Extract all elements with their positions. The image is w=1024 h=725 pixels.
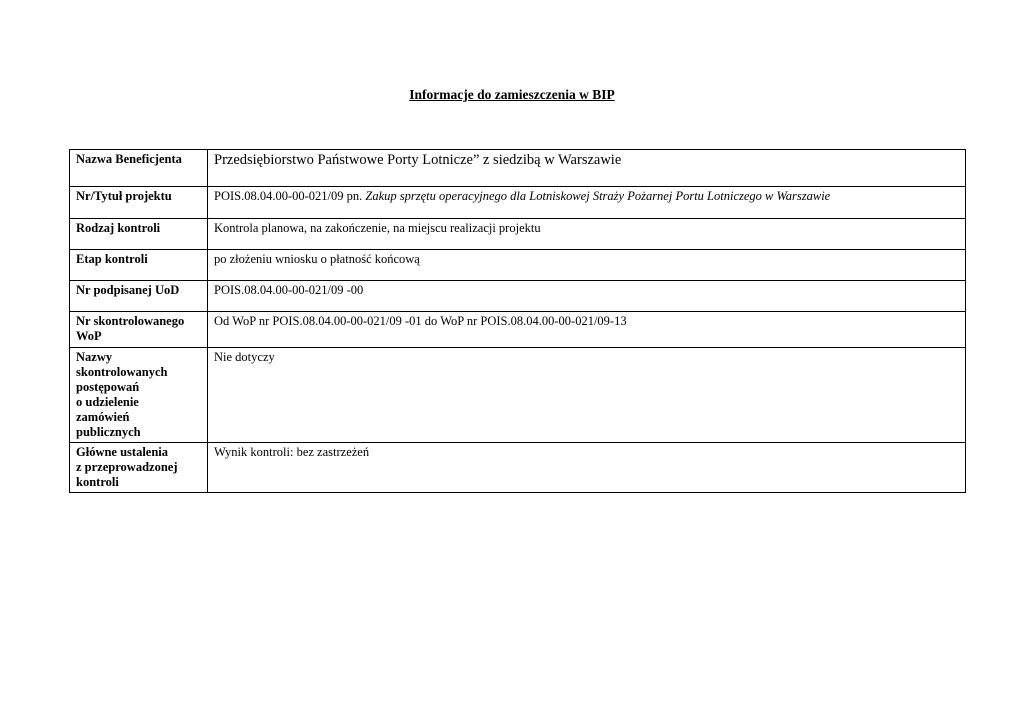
label-line: Nr skontrolowanego [76, 314, 185, 328]
row-value: Przedsiębiorstwo Państwowe Porty Lotnicze” z siedzibą w Warszawie [208, 150, 966, 187]
table-row-ustalenia [70, 443, 966, 493]
project-title: Zakup sprzętu operacyjnego dla Lotniskowej Straży Pożarnej Portu Lotniczego w Warszawie [365, 189, 831, 203]
row-label: Rodzaj kontroli [70, 219, 208, 250]
label-line: WoP [76, 329, 102, 343]
row-label: Nr/Tytuł projektu [70, 187, 208, 219]
label-line: skontrolowanych [76, 365, 168, 379]
label-line: publicznych [76, 425, 141, 439]
row-label [70, 348, 208, 443]
row-value: Kontrola planowa, na zakończenie, na miejscu realizacji projektu [208, 219, 966, 250]
label-line: zamówień [76, 410, 130, 424]
label-line: Główne ustalenia [76, 445, 169, 459]
row-value: po złożeniu wniosku o płatność końcową [208, 250, 966, 281]
project-number: POIS.08.04.00-00-021/09 pn. [214, 189, 366, 203]
table-row-rodzaj [70, 219, 966, 250]
row-label: Nr podpisanej UoD [70, 281, 208, 312]
row-value [208, 187, 966, 219]
document-title: Informacje do zamieszczenia w BIP [409, 87, 615, 102]
label-line: z przeprowadzonej [76, 460, 178, 474]
row-value: Wynik kontroli: bez zastrzeżeń [208, 443, 966, 493]
row-value: Nie dotyczy [208, 348, 966, 443]
label-line: kontroli [76, 475, 119, 489]
table-row-wop [70, 312, 966, 348]
row-label [70, 443, 208, 493]
row-label: Nazwa Beneficjenta [70, 150, 208, 187]
row-label [70, 312, 208, 348]
label-line: postępowań [76, 380, 140, 394]
info-table [69, 149, 966, 493]
table-row-postepowania [70, 348, 966, 443]
row-label: Etap kontroli [70, 250, 208, 281]
table-row-etap [70, 250, 966, 281]
table-row-uod [70, 281, 966, 312]
row-value: Od WoP nr POIS.08.04.00-00-021/09 -01 do WoP nr POIS.08.04.00-00-021/09-13 [208, 312, 966, 348]
table-row-beneficjent [70, 150, 966, 187]
table-row-projekt [70, 187, 966, 219]
label-line: Nazwy [76, 350, 113, 364]
row-value: POIS.08.04.00-00-021/09 -00 [208, 281, 966, 312]
label-line: o udzielenie [76, 395, 139, 409]
